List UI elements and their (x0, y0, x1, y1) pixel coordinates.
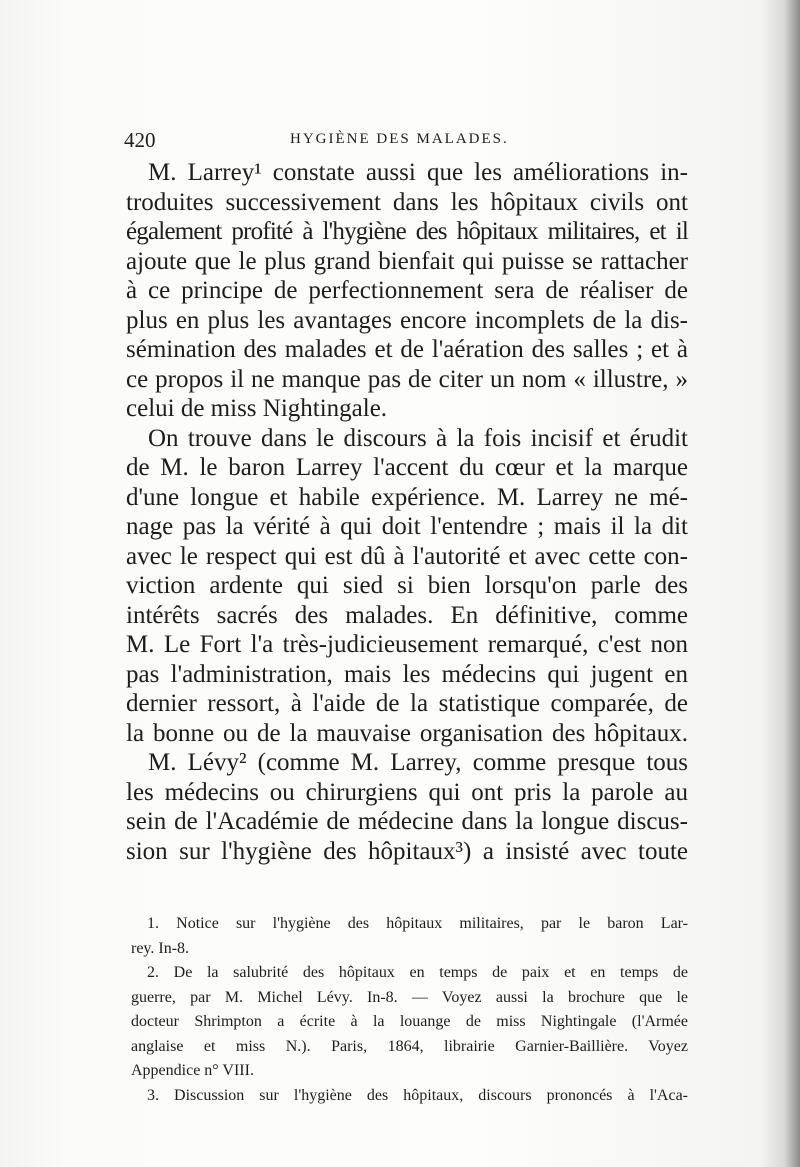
footnote-line: anglaise et miss N.). Paris, 1864, librairie Garnier-Baillière. Voyez (131, 1037, 688, 1055)
text-line: également profité à l'hygiène des hôpitaux militaires, et il (126, 218, 688, 245)
text-line: à ce principe de perfectionnement sera de réaliser de (126, 277, 688, 304)
footnote-line: 1. Notice sur l'hygiène des hôpitaux militaires, par le baron Lar- (147, 915, 688, 932)
body-text (126, 158, 688, 866)
footnote-line: 3. Discussion sur l'hygiène des hôpitaux, discours prononcés à l'Aca- (147, 1086, 688, 1104)
text-line: M. Le Fort l'a très-judicieusement remarqué, c'est non (126, 631, 688, 658)
text-line: les médecins ou chirurgiens qui ont pris la parole au (126, 778, 688, 806)
text-line: dernier ressort, à l'aide de la statistique comparée, de (126, 690, 688, 717)
footnote-line: docteur Shrimpton a écrite à la louange de miss Nightingale (l'Armée (131, 1013, 688, 1030)
text-line: plus en plus les avantages encore incomplets de la dis- (126, 306, 688, 334)
text-line: nage pas la vérité à qui doit l'entendre ; mais il la dit (126, 513, 688, 540)
text-line: sémination des malades et de l'aération des salles ; et à (126, 336, 688, 363)
text-line: ce propos il ne manque pas de citer un nom « illustre, » (126, 365, 688, 393)
text-line: troduites successivement dans les hôpitaux civils ont (126, 188, 688, 216)
text-line: sein de l'Académie de médecine dans la longue discus- (126, 808, 688, 835)
text-line: ajoute que le plus grand bienfait qui puisse se rattacher (126, 247, 688, 275)
text-line: intérêts sacrés des malades. En définitive, comme (126, 601, 688, 629)
page-header (124, 128, 688, 154)
text-line: celui de miss Nightingale. (126, 395, 388, 422)
text-line: de M. le baron Larrey l'accent du cœur et la marque (126, 454, 688, 481)
footnote-1 (131, 912, 688, 961)
footnotes (131, 912, 688, 1108)
footnote-2 (131, 961, 688, 1084)
text-line: viction ardente qui sied si bien lorsqu'on parle des (126, 572, 688, 599)
text-line: M. Larrey¹ constate aussi que les améliorations in- (148, 159, 688, 186)
text-line: d'une longue et habile expérience. M. Larrey ne mé- (126, 483, 688, 511)
paragraph-2 (126, 424, 688, 749)
footnote-line: guerre, par M. Michel Lévy. In-8. — Voyez aussi la brochure que le (131, 988, 688, 1006)
footnote-line: 2. De la salubrité des hôpitaux en temps de paix et en temps de (147, 964, 688, 981)
paragraph-3 (126, 748, 688, 866)
text-line: sion sur l'hygiène des hôpitaux³) a insisté avec toute (126, 837, 688, 865)
text-line: pas l'administration, mais les médecins qui jugent en (126, 660, 688, 688)
text-line: la bonne ou de la mauvaise organisation des hôpitaux. (126, 719, 688, 747)
text-line: On trouve dans le discours à la fois incisif et érudit (148, 424, 688, 452)
running-title: HYGIÈNE DES MALADES. (290, 131, 509, 147)
footnote-line: Appendice n° VIII. (131, 1062, 254, 1079)
footnote-3 (131, 1084, 688, 1109)
page-number: 420 (124, 128, 156, 152)
text-line: M. Lévy² (comme M. Larrey, comme presque tous (148, 749, 688, 776)
text-line: avec le respect qui est dû à l'autorité et avec cette con- (126, 542, 688, 570)
footnote-line: rey. In-8. (131, 939, 190, 957)
paragraph-1 (126, 158, 688, 424)
